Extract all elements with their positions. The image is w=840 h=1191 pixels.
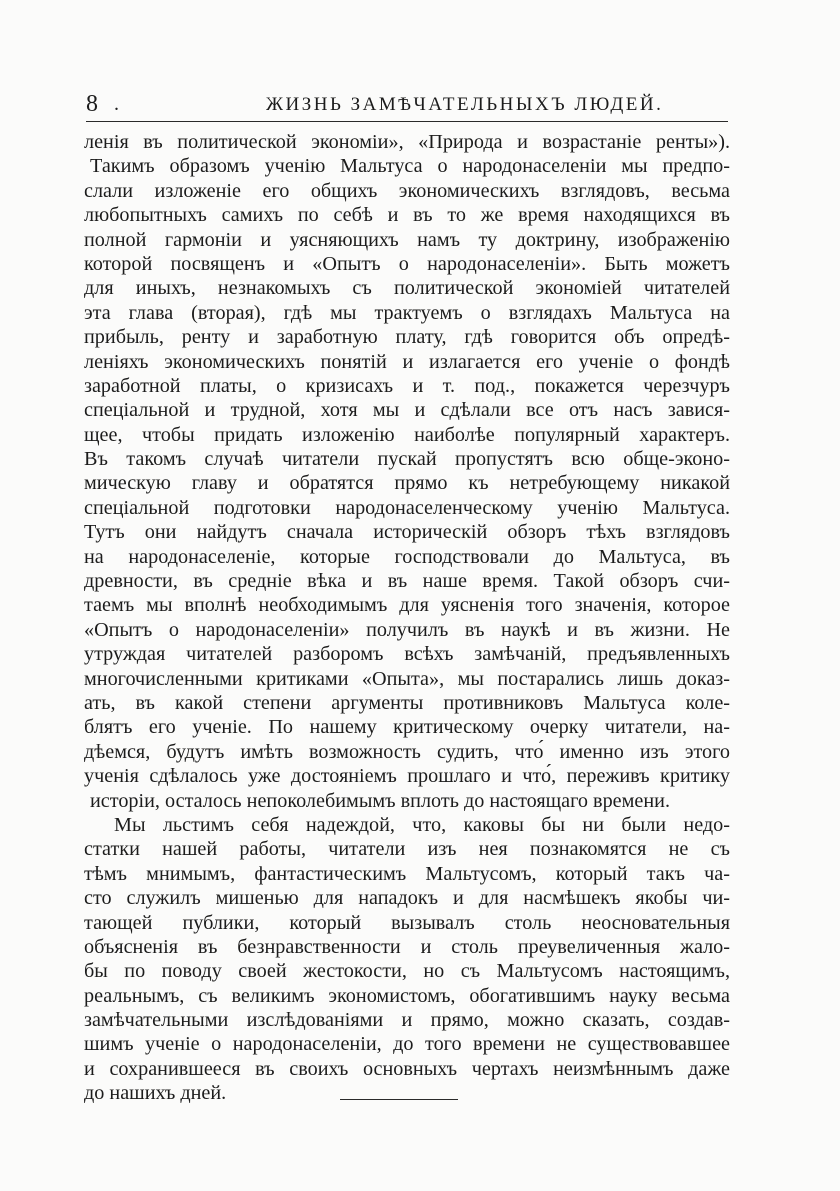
body-text — [84, 130, 730, 1106]
text-line: полной гармоніи и уясняющихъ намъ ту доктрину, изображенію — [84, 228, 730, 251]
text-line: ать, въ какой степени аргументы противниковъ Мальтуса коле- — [84, 691, 730, 714]
text-line: мическую главу и обратятся прямо къ нетребующему никакой — [84, 472, 730, 495]
text-line: тѣмъ мнимымъ, фантастическимъ Мальтусомъ, который такъ ча- — [84, 862, 730, 885]
text-line: объясненія въ безнравственности и столь преувеличенныя жало- — [84, 935, 730, 958]
text-line: заработной платы, о кризисахъ и т. под., покажется черезчуръ — [84, 374, 730, 397]
header-rule — [86, 121, 728, 122]
text-line: и сохранившееся въ своихъ основныхъ чертахъ неизмѣннымъ даже — [84, 1057, 730, 1080]
text-line: древности, въ средніе вѣка и въ наше время. Такой обзоръ счи- — [84, 570, 730, 593]
text-line: тающей публики, который вызывалъ столь неосновательныя — [84, 911, 730, 934]
text-line: на народонаселеніе, которые господствовали до Мальтуса, въ — [84, 545, 730, 568]
text-line: блятъ его ученіе. По нашему критическому очерку читатели, на- — [84, 716, 730, 739]
text-line: до нашихъ дней. — [84, 1082, 227, 1105]
header-dot: . — [114, 93, 119, 115]
text-line: Тутъ они найдутъ сначала историческій обзоръ тѣхъ взглядовъ — [84, 521, 730, 544]
text-line: замѣчательными изслѣдованіями и прямо, можно сказать, создав- — [84, 1009, 730, 1032]
text-line: многочисленными критиками «Опыта», мы постарались лишь доказ- — [84, 667, 730, 690]
text-line: статки нашей работы, читатели изъ нея познакомятся не съ — [84, 838, 730, 861]
text-line: реальнымъ, съ великимъ экономистомъ, обогатившимъ науку весьма — [84, 984, 730, 1007]
paragraph-first-line: Мы льстимъ себя надеждой, что, каковы бы ни были недо- — [114, 813, 730, 836]
text-line: слали изложеніе его общихъ экономическихъ взглядовъ, весьма — [84, 179, 730, 202]
page-number: 8 — [86, 91, 98, 117]
text-line: леніяхъ экономическихъ понятій и излагается его ученіе о фондѣ — [84, 350, 730, 373]
running-title: ЖИЗНЬ ЗАМѢЧАТЕЛЬНЫХЪ ЛЮДЕЙ. — [266, 94, 664, 115]
text-line: Такимъ образомъ ученію Мальтуса о народонаселеніи мы предпо- — [90, 155, 730, 178]
text-line: щее, чтобы придать изложенію наиболѣе популярный характеръ. — [84, 423, 730, 446]
text-line: таемъ мы вполнѣ необходимымъ для уясненія того значенія, которое — [84, 594, 730, 617]
text-line: Въ такомъ случаѣ читатели пускай пропустятъ всю обще-эконо- — [84, 448, 730, 471]
text-line: бы по поводу своей жестокости, но съ Мальтусомъ настоящимъ, — [84, 960, 730, 983]
text-line: сто служилъ мишенью для нападокъ и для насмѣшекъ якобы чи- — [84, 887, 730, 910]
page-header — [86, 90, 726, 120]
text-line: спеціальной подготовки народонаселенческому ученію Мальтуса. — [84, 496, 730, 519]
text-line: «Опытъ о народонаселеніи» получилъ въ наукѣ и въ жизни. Не — [84, 618, 730, 641]
text-line: ученія сдѣлалось уже достояніемъ прошлаго и что́, переживъ критику — [84, 765, 730, 788]
text-line: спеціальной и трудной, хотя мы и сдѣлали все отъ насъ завися- — [84, 399, 730, 422]
text-line: для иныхъ, незнакомыхъ съ политической экономіей читателей — [84, 277, 730, 300]
end-rule — [340, 1099, 458, 1100]
text-line: любопытныхъ самихъ по себѣ и въ то же время находящихся въ — [84, 204, 730, 227]
text-line: дѣемся, будутъ имѣть возможность судить, что́ именно изъ этого — [84, 740, 730, 763]
text-line: исторіи, осталось непоколебимымъ вплоть до настоящаго времени. — [90, 789, 671, 812]
text-line: утруждая читателей разборомъ всѣхъ замѣчаній, предъявленныхъ — [84, 643, 730, 666]
text-line: которой посвященъ и «Опытъ о народонаселеніи». Быть можетъ — [84, 252, 730, 275]
text-line: прибыль, ренту и заработную плату, гдѣ говорится объ опредѣ- — [84, 326, 730, 349]
text-line: эта глава (вторая), гдѣ мы трактуемъ о взглядахъ Мальтуса на — [84, 301, 730, 324]
text-line: шимъ ученіе о народонаселеніи, до того времени не существовавшее — [84, 1033, 730, 1056]
text-line: ленія въ политической экономіи», «Природа и возрастаніе ренты»). — [84, 131, 730, 153]
